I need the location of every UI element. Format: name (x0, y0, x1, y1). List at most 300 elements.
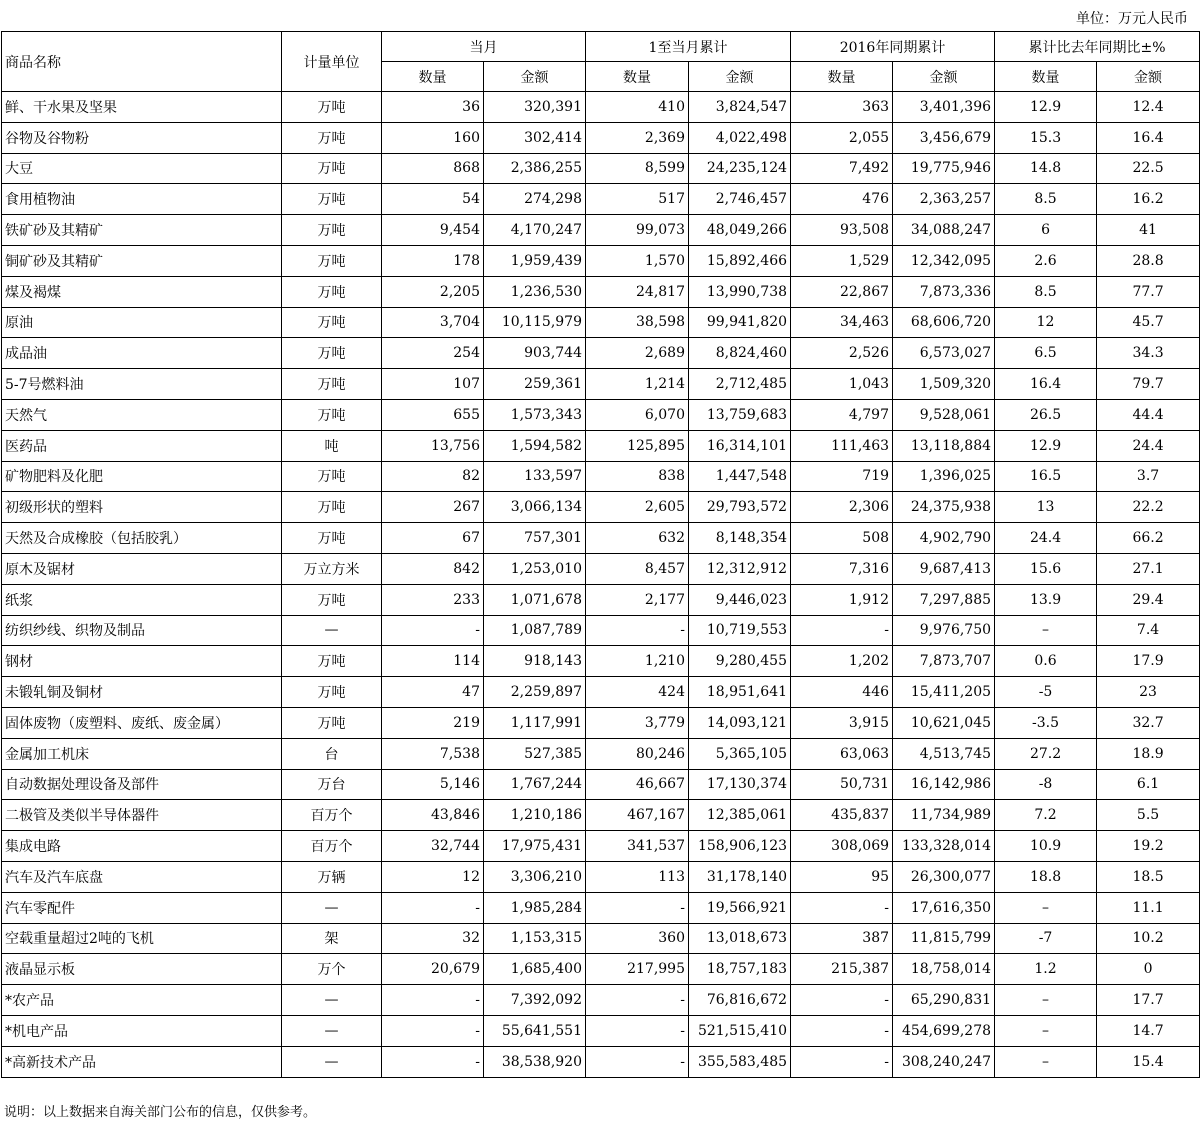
header-name: 商品名称 (2, 32, 282, 92)
cell-growth-qty: 0.6 (995, 646, 1097, 677)
cell-growth-amt: 29.4 (1097, 584, 1200, 615)
cell-name: 铜矿砂及其精矿 (2, 245, 282, 276)
cell-cum-qty: 341,537 (586, 831, 689, 862)
cell-prior-qty: - (791, 1015, 893, 1046)
cell-cum-qty: 632 (586, 523, 689, 554)
table-row (2, 861, 1200, 892)
cell-month-qty: - (382, 615, 484, 646)
cell-month-qty: 82 (382, 461, 484, 492)
cell-prior-amt: 9,976,750 (893, 615, 995, 646)
cell-cum-amt: 29,793,572 (689, 492, 791, 523)
cell-month-qty: 32,744 (382, 831, 484, 862)
header-amt: 金额 (689, 62, 791, 92)
table-row (2, 338, 1200, 369)
cell-growth-amt: 5.5 (1097, 800, 1200, 831)
cell-growth-amt: 32.7 (1097, 707, 1200, 738)
cell-prior-amt: 7,873,336 (893, 276, 995, 307)
cell-prior-qty: 22,867 (791, 276, 893, 307)
cell-prior-amt: 13,118,884 (893, 430, 995, 461)
cell-growth-amt: 3.7 (1097, 461, 1200, 492)
cell-name: 天然及合成橡胶（包括胶乳） (2, 523, 282, 554)
table-row (2, 646, 1200, 677)
cell-month-amt: 1,959,439 (484, 245, 586, 276)
cell-unit: 百万个 (282, 800, 382, 831)
cell-name: 汽车零配件 (2, 892, 282, 923)
cell-prior-amt: 2,363,257 (893, 184, 995, 215)
header-qty: 数量 (586, 62, 689, 92)
cell-cum-amt: 13,018,673 (689, 923, 791, 954)
cell-prior-amt: 16,142,986 (893, 769, 995, 800)
cell-cum-amt: 76,816,672 (689, 985, 791, 1016)
cell-name: 矿物肥料及化肥 (2, 461, 282, 492)
cell-name: 铁矿砂及其精矿 (2, 215, 282, 246)
cell-prior-qty: 2,526 (791, 338, 893, 369)
cell-growth-qty: 13.9 (995, 584, 1097, 615)
cell-prior-amt: 11,734,989 (893, 800, 995, 831)
cell-cum-qty: - (586, 1046, 689, 1077)
table-row (2, 430, 1200, 461)
cell-prior-qty: 308,069 (791, 831, 893, 862)
cell-month-amt: 1,767,244 (484, 769, 586, 800)
cell-growth-amt: 24.4 (1097, 430, 1200, 461)
cell-growth-qty: -8 (995, 769, 1097, 800)
cell-month-amt: 10,115,979 (484, 307, 586, 338)
cell-month-amt: 527,385 (484, 738, 586, 769)
cell-prior-amt: 4,902,790 (893, 523, 995, 554)
cell-unit: 万吨 (282, 584, 382, 615)
cell-growth-qty: 6.5 (995, 338, 1097, 369)
cell-cum-amt: 9,280,455 (689, 646, 791, 677)
cell-growth-amt: 6.1 (1097, 769, 1200, 800)
cell-growth-qty: 6 (995, 215, 1097, 246)
cell-cum-amt: 99,941,820 (689, 307, 791, 338)
table-body (2, 92, 1200, 1078)
cell-growth-qty: 15.3 (995, 122, 1097, 153)
cell-unit: 万吨 (282, 369, 382, 400)
cell-prior-qty: 1,043 (791, 369, 893, 400)
header-group-cumulative: 1至当月累计 (586, 32, 791, 62)
cell-growth-qty: 26.5 (995, 399, 1097, 430)
cell-cum-amt: 19,566,921 (689, 892, 791, 923)
cell-cum-qty: 517 (586, 184, 689, 215)
cell-month-amt: 259,361 (484, 369, 586, 400)
cell-month-qty: 7,538 (382, 738, 484, 769)
cell-cum-qty: 113 (586, 861, 689, 892)
cell-name: *高新技术产品 (2, 1046, 282, 1077)
cell-month-amt: 38,538,920 (484, 1046, 586, 1077)
cell-unit: — (282, 892, 382, 923)
table-row (2, 615, 1200, 646)
cell-cum-qty: 1,210 (586, 646, 689, 677)
cell-growth-amt: 14.7 (1097, 1015, 1200, 1046)
cell-prior-qty: - (791, 615, 893, 646)
cell-cum-qty: 46,667 (586, 769, 689, 800)
table-row (2, 307, 1200, 338)
cell-cum-amt: 31,178,140 (689, 861, 791, 892)
cell-cum-amt: 355,583,485 (689, 1046, 791, 1077)
cell-name: 空载重量超过2吨的飞机 (2, 923, 282, 954)
cell-name: 鲜、干水果及坚果 (2, 92, 282, 123)
cell-growth-qty: 2.6 (995, 245, 1097, 276)
cell-name: 5-7号燃料油 (2, 369, 282, 400)
table-row (2, 738, 1200, 769)
table-row (2, 584, 1200, 615)
cell-cum-amt: 8,148,354 (689, 523, 791, 554)
cell-unit: 吨 (282, 430, 382, 461)
cell-growth-qty: 16.4 (995, 369, 1097, 400)
cell-name: 金属加工机床 (2, 738, 282, 769)
cell-prior-qty: 387 (791, 923, 893, 954)
cell-growth-amt: 17.7 (1097, 985, 1200, 1016)
cell-unit: 万吨 (282, 184, 382, 215)
cell-unit: 台 (282, 738, 382, 769)
cell-growth-amt: 7.4 (1097, 615, 1200, 646)
table-row (2, 707, 1200, 738)
cell-growth-amt: 77.7 (1097, 276, 1200, 307)
cell-prior-qty: 63,063 (791, 738, 893, 769)
cell-month-qty: 868 (382, 153, 484, 184)
cell-cum-amt: 24,235,124 (689, 153, 791, 184)
cell-cum-qty: 424 (586, 677, 689, 708)
cell-prior-qty: 1,912 (791, 584, 893, 615)
cell-month-amt: 302,414 (484, 122, 586, 153)
cell-unit: 万吨 (282, 307, 382, 338)
cell-cum-qty: 838 (586, 461, 689, 492)
cell-prior-qty: 1,202 (791, 646, 893, 677)
cell-cum-amt: 158,906,123 (689, 831, 791, 862)
cell-growth-amt: 18.9 (1097, 738, 1200, 769)
cell-growth-qty: 18.8 (995, 861, 1097, 892)
cell-cum-amt: 521,515,410 (689, 1015, 791, 1046)
cell-prior-amt: 3,401,396 (893, 92, 995, 123)
cell-prior-qty: 7,492 (791, 153, 893, 184)
cell-month-amt: 1,985,284 (484, 892, 586, 923)
cell-growth-amt: 11.1 (1097, 892, 1200, 923)
cell-name: *机电产品 (2, 1015, 282, 1046)
cell-month-qty: 655 (382, 399, 484, 430)
cell-growth-amt: 16.4 (1097, 122, 1200, 153)
cell-prior-qty: - (791, 892, 893, 923)
table-row (2, 153, 1200, 184)
cell-month-qty: 9,454 (382, 215, 484, 246)
cell-month-qty: - (382, 1015, 484, 1046)
cell-cum-qty: 1,214 (586, 369, 689, 400)
cell-prior-amt: 34,088,247 (893, 215, 995, 246)
cell-month-amt: 1,685,400 (484, 954, 586, 985)
cell-cum-qty: 99,073 (586, 215, 689, 246)
cell-prior-amt: 1,509,320 (893, 369, 995, 400)
cell-name: 集成电路 (2, 831, 282, 862)
cell-growth-qty: 12.9 (995, 430, 1097, 461)
cell-month-qty: 20,679 (382, 954, 484, 985)
cell-month-qty: 254 (382, 338, 484, 369)
cell-month-amt: 133,597 (484, 461, 586, 492)
cell-growth-qty: 13 (995, 492, 1097, 523)
cell-cum-amt: 4,022,498 (689, 122, 791, 153)
cell-month-qty: 160 (382, 122, 484, 153)
cell-prior-amt: 6,573,027 (893, 338, 995, 369)
cell-growth-qty: 24.4 (995, 523, 1097, 554)
cell-prior-qty: 34,463 (791, 307, 893, 338)
cell-prior-qty: - (791, 1046, 893, 1077)
cell-prior-amt: 3,456,679 (893, 122, 995, 153)
cell-prior-amt: 65,290,831 (893, 985, 995, 1016)
cell-prior-qty: - (791, 985, 893, 1016)
table-row (2, 553, 1200, 584)
cell-prior-amt: 10,621,045 (893, 707, 995, 738)
cell-month-amt: 2,386,255 (484, 153, 586, 184)
cell-cum-amt: 18,757,183 (689, 954, 791, 985)
cell-cum-amt: 12,385,061 (689, 800, 791, 831)
cell-unit: — (282, 985, 382, 1016)
cell-month-qty: - (382, 985, 484, 1016)
cell-name: 原油 (2, 307, 282, 338)
table-row (2, 92, 1200, 123)
cell-growth-qty: 27.2 (995, 738, 1097, 769)
cell-cum-qty: 217,995 (586, 954, 689, 985)
cell-name: 汽车及汽车底盘 (2, 861, 282, 892)
cell-cum-qty: 467,167 (586, 800, 689, 831)
unit-label: 单位：万元人民币 (1076, 11, 1188, 27)
table-row (2, 1046, 1200, 1077)
cell-name: 原木及锯材 (2, 553, 282, 584)
cell-growth-qty: 8.5 (995, 276, 1097, 307)
cell-month-amt: 320,391 (484, 92, 586, 123)
cell-cum-qty: 410 (586, 92, 689, 123)
header-qty: 数量 (791, 62, 893, 92)
cell-month-qty: 842 (382, 553, 484, 584)
cell-growth-qty: 14.8 (995, 153, 1097, 184)
cell-prior-amt: 11,815,799 (893, 923, 995, 954)
cell-month-qty: - (382, 1046, 484, 1077)
cell-unit: 百万个 (282, 831, 382, 862)
cell-growth-amt: 41 (1097, 215, 1200, 246)
cell-month-amt: 274,298 (484, 184, 586, 215)
cell-prior-qty: 3,915 (791, 707, 893, 738)
cell-prior-amt: 1,396,025 (893, 461, 995, 492)
cell-cum-amt: 9,446,023 (689, 584, 791, 615)
cell-unit: 万吨 (282, 153, 382, 184)
cell-month-qty: 233 (382, 584, 484, 615)
cell-month-qty: 114 (382, 646, 484, 677)
cell-unit: — (282, 1015, 382, 1046)
table-row (2, 800, 1200, 831)
cell-month-amt: 1,253,010 (484, 553, 586, 584)
cell-growth-amt: 12.4 (1097, 92, 1200, 123)
table-row (2, 399, 1200, 430)
cell-growth-qty: – (995, 1015, 1097, 1046)
cell-prior-amt: 19,775,946 (893, 153, 995, 184)
table-row (2, 954, 1200, 985)
cell-name: 自动数据处理设备及部件 (2, 769, 282, 800)
cell-month-amt: 55,641,551 (484, 1015, 586, 1046)
footnote: 说明：以上数据来自海关部门公布的信息，仅供参考。 (4, 1105, 317, 1120)
cell-cum-qty: - (586, 892, 689, 923)
cell-unit: 万吨 (282, 492, 382, 523)
cell-month-qty: - (382, 892, 484, 923)
header-unit: 计量单位 (282, 32, 382, 92)
table-row (2, 215, 1200, 246)
cell-month-amt: 3,306,210 (484, 861, 586, 892)
cell-growth-qty: 12.9 (995, 92, 1097, 123)
cell-month-amt: 1,573,343 (484, 399, 586, 430)
cell-cum-amt: 18,951,641 (689, 677, 791, 708)
cell-cum-amt: 17,130,374 (689, 769, 791, 800)
cell-month-qty: 67 (382, 523, 484, 554)
cell-growth-amt: 17.9 (1097, 646, 1200, 677)
cell-month-amt: 1,210,186 (484, 800, 586, 831)
cell-growth-qty: 8.5 (995, 184, 1097, 215)
cell-month-qty: 3,704 (382, 307, 484, 338)
cell-month-qty: 178 (382, 245, 484, 276)
cell-prior-amt: 7,297,885 (893, 584, 995, 615)
cell-growth-amt: 28.8 (1097, 245, 1200, 276)
cell-growth-amt: 27.1 (1097, 553, 1200, 584)
cell-unit: 万吨 (282, 461, 382, 492)
cell-cum-qty: - (586, 615, 689, 646)
cell-month-amt: 7,392,092 (484, 985, 586, 1016)
header-group-month: 当月 (382, 32, 586, 62)
cell-cum-amt: 2,746,457 (689, 184, 791, 215)
cell-prior-qty: 7,316 (791, 553, 893, 584)
cell-cum-amt: 3,824,547 (689, 92, 791, 123)
header-qty: 数量 (382, 62, 484, 92)
cell-growth-amt: 45.7 (1097, 307, 1200, 338)
cell-name: *农产品 (2, 985, 282, 1016)
cell-month-amt: 903,744 (484, 338, 586, 369)
table-row (2, 492, 1200, 523)
cell-month-qty: 47 (382, 677, 484, 708)
cell-cum-amt: 48,049,266 (689, 215, 791, 246)
cell-unit: 架 (282, 923, 382, 954)
cell-unit: 万吨 (282, 245, 382, 276)
cell-prior-qty: 93,508 (791, 215, 893, 246)
cell-prior-qty: 50,731 (791, 769, 893, 800)
table-row (2, 369, 1200, 400)
cell-prior-amt: 454,699,278 (893, 1015, 995, 1046)
cell-growth-amt: 22.2 (1097, 492, 1200, 523)
table-header (2, 32, 1200, 92)
table-row (2, 892, 1200, 923)
cell-growth-amt: 23 (1097, 677, 1200, 708)
cell-month-amt: 3,066,134 (484, 492, 586, 523)
cell-cum-qty: 2,177 (586, 584, 689, 615)
cell-month-qty: 267 (382, 492, 484, 523)
cell-cum-amt: 5,365,105 (689, 738, 791, 769)
cell-name: 二极管及类似半导体器件 (2, 800, 282, 831)
cell-prior-qty: 2,306 (791, 492, 893, 523)
cell-name: 煤及褐煤 (2, 276, 282, 307)
cell-unit: 万吨 (282, 122, 382, 153)
cell-name: 纺织纱线、织物及制品 (2, 615, 282, 646)
cell-month-qty: 5,146 (382, 769, 484, 800)
cell-unit: — (282, 615, 382, 646)
cell-unit: 万吨 (282, 646, 382, 677)
cell-name: 成品油 (2, 338, 282, 369)
cell-month-amt: 4,170,247 (484, 215, 586, 246)
cell-growth-qty: 16.5 (995, 461, 1097, 492)
table-row (2, 1015, 1200, 1046)
cell-prior-amt: 133,328,014 (893, 831, 995, 862)
table-row (2, 461, 1200, 492)
cell-growth-qty: -3.5 (995, 707, 1097, 738)
cell-month-qty: 219 (382, 707, 484, 738)
cell-prior-qty: 2,055 (791, 122, 893, 153)
cell-growth-amt: 44.4 (1097, 399, 1200, 430)
cell-month-amt: 17,975,431 (484, 831, 586, 862)
cell-prior-amt: 9,687,413 (893, 553, 995, 584)
cell-prior-amt: 308,240,247 (893, 1046, 995, 1077)
cell-prior-qty: 4,797 (791, 399, 893, 430)
cell-name: 纸浆 (2, 584, 282, 615)
cell-prior-qty: 719 (791, 461, 893, 492)
cell-prior-amt: 18,758,014 (893, 954, 995, 985)
header-group-prior-year: 2016年同期累计 (791, 32, 995, 62)
cell-unit: 万吨 (282, 338, 382, 369)
cell-growth-amt: 18.5 (1097, 861, 1200, 892)
cell-unit: 万吨 (282, 215, 382, 246)
header-amt: 金额 (484, 62, 586, 92)
cell-month-amt: 918,143 (484, 646, 586, 677)
cell-prior-amt: 15,411,205 (893, 677, 995, 708)
cell-cum-qty: 8,457 (586, 553, 689, 584)
cell-prior-qty: 435,837 (791, 800, 893, 831)
cell-unit: 万台 (282, 769, 382, 800)
cell-cum-amt: 13,759,683 (689, 399, 791, 430)
cell-month-amt: 1,071,678 (484, 584, 586, 615)
header-group-growth: 累计比去年同期比±% (995, 32, 1200, 62)
cell-growth-amt: 15.4 (1097, 1046, 1200, 1077)
import-table (1, 31, 1200, 1078)
cell-month-amt: 2,259,897 (484, 677, 586, 708)
cell-name: 谷物及谷物粉 (2, 122, 282, 153)
cell-month-qty: 12 (382, 861, 484, 892)
cell-month-amt: 1,117,991 (484, 707, 586, 738)
cell-name: 天然气 (2, 399, 282, 430)
cell-unit: 万吨 (282, 276, 382, 307)
cell-unit: 万吨 (282, 92, 382, 123)
cell-prior-amt: 9,528,061 (893, 399, 995, 430)
cell-unit: — (282, 1046, 382, 1077)
cell-growth-amt: 79.7 (1097, 369, 1200, 400)
cell-name: 初级形状的塑料 (2, 492, 282, 523)
cell-growth-qty: 12 (995, 307, 1097, 338)
cell-cum-qty: 1,570 (586, 245, 689, 276)
cell-name: 液晶显示板 (2, 954, 282, 985)
cell-cum-amt: 13,990,738 (689, 276, 791, 307)
cell-prior-amt: 24,375,938 (893, 492, 995, 523)
cell-month-amt: 1,594,582 (484, 430, 586, 461)
cell-month-qty: 43,846 (382, 800, 484, 831)
cell-unit: 万吨 (282, 677, 382, 708)
cell-prior-amt: 4,513,745 (893, 738, 995, 769)
cell-prior-qty: 446 (791, 677, 893, 708)
cell-cum-amt: 1,447,548 (689, 461, 791, 492)
cell-cum-qty: - (586, 985, 689, 1016)
cell-prior-qty: 508 (791, 523, 893, 554)
cell-name: 食用植物油 (2, 184, 282, 215)
table-row (2, 523, 1200, 554)
cell-prior-qty: 1,529 (791, 245, 893, 276)
cell-cum-qty: 360 (586, 923, 689, 954)
table-row (2, 677, 1200, 708)
cell-unit: 万个 (282, 954, 382, 985)
cell-cum-qty: 3,779 (586, 707, 689, 738)
cell-cum-amt: 12,312,912 (689, 553, 791, 584)
cell-cum-qty: 80,246 (586, 738, 689, 769)
cell-cum-qty: 38,598 (586, 307, 689, 338)
table-row (2, 276, 1200, 307)
